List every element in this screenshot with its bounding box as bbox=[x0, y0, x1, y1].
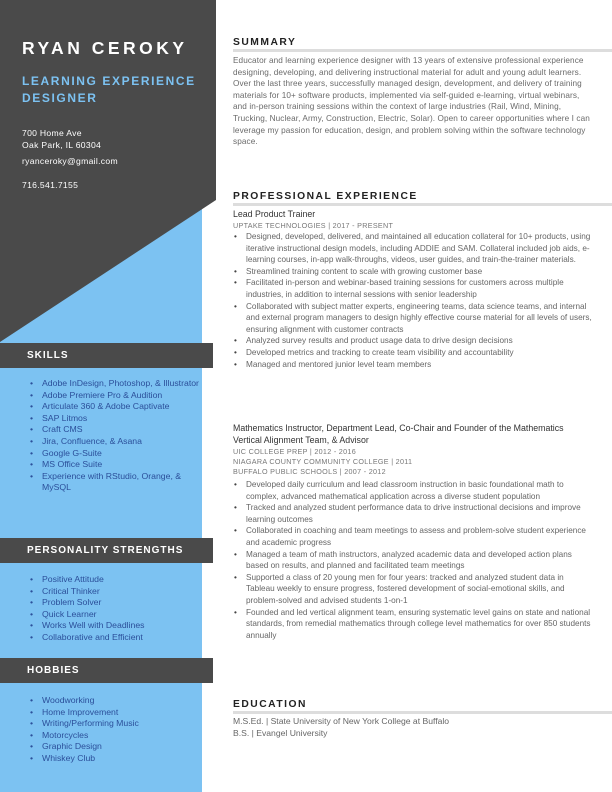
candidate-title: LEARNING EXPERIENCE DESIGNER bbox=[22, 74, 196, 105]
job-bullet: • Supported a class of 20 young men for four years: tracked and analyzed student data in Tableau weekly to ensure progress, fostered development of social-emotional skills, and problem-solved and advised students 1-on-1 bbox=[233, 572, 592, 607]
education-divider bbox=[233, 711, 612, 714]
job-bullet: • Developed daily curriculum and lead classroom instruction in basic foundational math to complex, advanced mathematical application across a diverse student population bbox=[233, 479, 592, 502]
hobby-item: • Graphic Design bbox=[30, 741, 200, 753]
job-bullet: • Streamlined training content to scale with growing customer base bbox=[233, 266, 592, 278]
job-bullet: • Analyzed survey results and product usage data to drive design decisions bbox=[233, 335, 592, 347]
phone-number[interactable]: 716.541.7155 bbox=[22, 180, 79, 190]
job-bullet: • Managed and mentored junior level team members bbox=[233, 359, 592, 371]
hobby-item: • Woodworking bbox=[30, 695, 200, 707]
job-bullet: • Facilitated in-person and webinar-based training sessions for customers across multiple industries, in addition to internal sessions with senior leadership bbox=[233, 277, 592, 300]
job-bullet: • Designed, developed, delivered, and maintained all education collateral for 10+ products, using iterative instructional design models, including ADDIE and SAM. Collateral included job aids, e-learning courses, in-app walk-throughs, videos, user guides, and train-the-trainer materials. bbox=[233, 231, 592, 266]
education-heading: EDUCATION bbox=[233, 699, 307, 710]
skill-item: • Google G-Suite bbox=[30, 448, 200, 460]
job-organization: NIAGARA COUNTY COMMUNITY COLLEGE | 2011 bbox=[233, 457, 413, 466]
sidebar bbox=[0, 0, 216, 792]
address-line-1: 700 Home Ave bbox=[22, 128, 82, 138]
skill-item: • Articulate 360 & Adobe Captivate bbox=[30, 401, 200, 413]
strength-item: • Positive Attitude bbox=[30, 574, 200, 586]
experience-heading: PROFESSIONAL EXPERIENCE bbox=[233, 191, 418, 202]
hobby-item: • Motorcycles bbox=[30, 730, 200, 742]
job-bullet: • Tracked and analyzed student performance data to drive instructional decisions and improve learning outcomes bbox=[233, 502, 592, 525]
summary-heading: SUMMARY bbox=[233, 37, 297, 48]
hobbies-list bbox=[30, 695, 200, 765]
education-item: B.S. | Evangel University bbox=[233, 728, 328, 738]
strength-item: • Quick Learner bbox=[30, 609, 200, 621]
sidebar-diagonal-shape bbox=[0, 200, 216, 342]
email-address[interactable]: ryanceroky@gmail.com bbox=[22, 156, 118, 166]
hobbies-heading: HOBBIES bbox=[0, 658, 213, 683]
skill-item: • Adobe Premiere Pro & Audition bbox=[30, 390, 200, 402]
address-line-2: Oak Park, IL 60304 bbox=[22, 140, 102, 150]
skill-item: • Adobe InDesign, Photoshop, & Illustrator bbox=[30, 378, 200, 390]
skill-item: • Experience with RStudio, Orange, & MySQL bbox=[30, 471, 200, 494]
job-bullets bbox=[233, 231, 592, 370]
strengths-heading: PERSONALITY STRENGTHS bbox=[0, 538, 213, 563]
job-bullet: • Founded and led vertical alignment team, ensuring systematic level gains on state and national standards, from remedial mathematics through college level mathematics for over 850 students annually bbox=[233, 607, 592, 642]
job-bullet: • Managed a team of math instructors, analyzed academic data and developed action plans based on results, and planned and facilitated team meetings bbox=[233, 549, 592, 572]
job-title: Lead Product Trainer bbox=[233, 209, 316, 219]
job-bullet: • Collaborated in coaching and team meetings to assess and problem-solve student experience and academic progress bbox=[233, 525, 592, 548]
summary-divider bbox=[233, 49, 612, 52]
strengths-list bbox=[30, 574, 200, 644]
skills-heading: SKILLS bbox=[0, 343, 213, 368]
summary-text: Educator and learning experience designer with 13 years of extensive professional experience designing, developing, and delivering instructional material for adult and young adult learners. Over the last three years, successfully managed design, development, and delivery of training materials for 10+ software products, implemented via self-guided e-learning, virtual webinars, and in-person training sessions within the context of large industries (Rail, Wind, Mining, Trucking, Nuclear, Army, Construction, Electric, Solar). Open to career opportunities where I can leverage my passion for education, design, and problem solving within the software technology space. bbox=[233, 56, 590, 147]
strength-item: • Problem Solver bbox=[30, 597, 200, 609]
skill-item: • MS Office Suite bbox=[30, 459, 200, 471]
job-bullet: • Developed metrics and tracking to create team visibility and accountability bbox=[233, 347, 592, 359]
skill-item: • Craft CMS bbox=[30, 424, 200, 436]
candidate-name: RYAN CEROKY bbox=[22, 38, 188, 58]
skills-list bbox=[30, 378, 200, 494]
hobby-item: • Writing/Performing Music bbox=[30, 718, 200, 730]
strength-item: • Works Well with Deadlines bbox=[30, 620, 200, 632]
skill-item: • Jira, Confluence, & Asana bbox=[30, 436, 200, 448]
hobby-item: • Home Improvement bbox=[30, 707, 200, 719]
job-organization: UPTAKE TECHNOLOGIES | 2017 - PRESENT bbox=[233, 221, 394, 230]
job-bullets bbox=[233, 479, 592, 641]
job-title: Mathematics Instructor, Department Lead, Co-Chair and Founder of the Mathematics Vertical Alignment Team, & Advisor bbox=[233, 423, 564, 445]
experience-divider bbox=[233, 203, 612, 206]
hobby-item: • Whiskey Club bbox=[30, 753, 200, 765]
education-item: M.S.Ed. | State University of New York College at Buffalo bbox=[233, 716, 450, 726]
strength-item: • Collaborative and Efficient bbox=[30, 632, 200, 644]
skill-item: • SAP Litmos bbox=[30, 413, 200, 425]
strength-item: • Critical Thinker bbox=[30, 586, 200, 598]
job-organization: UIC COLLEGE PREP | 2012 - 2016 bbox=[233, 447, 356, 456]
job-organization: BUFFALO PUBLIC SCHOOLS | 2007 - 2012 bbox=[233, 467, 386, 476]
job-bullet: • Collaborated with subject matter experts, engineering teams, data science teams, and internal and external program managers to design highly effective course material for all levels of users, ensuring alignment with customer contracts bbox=[233, 301, 592, 336]
main-content bbox=[233, 0, 612, 792]
